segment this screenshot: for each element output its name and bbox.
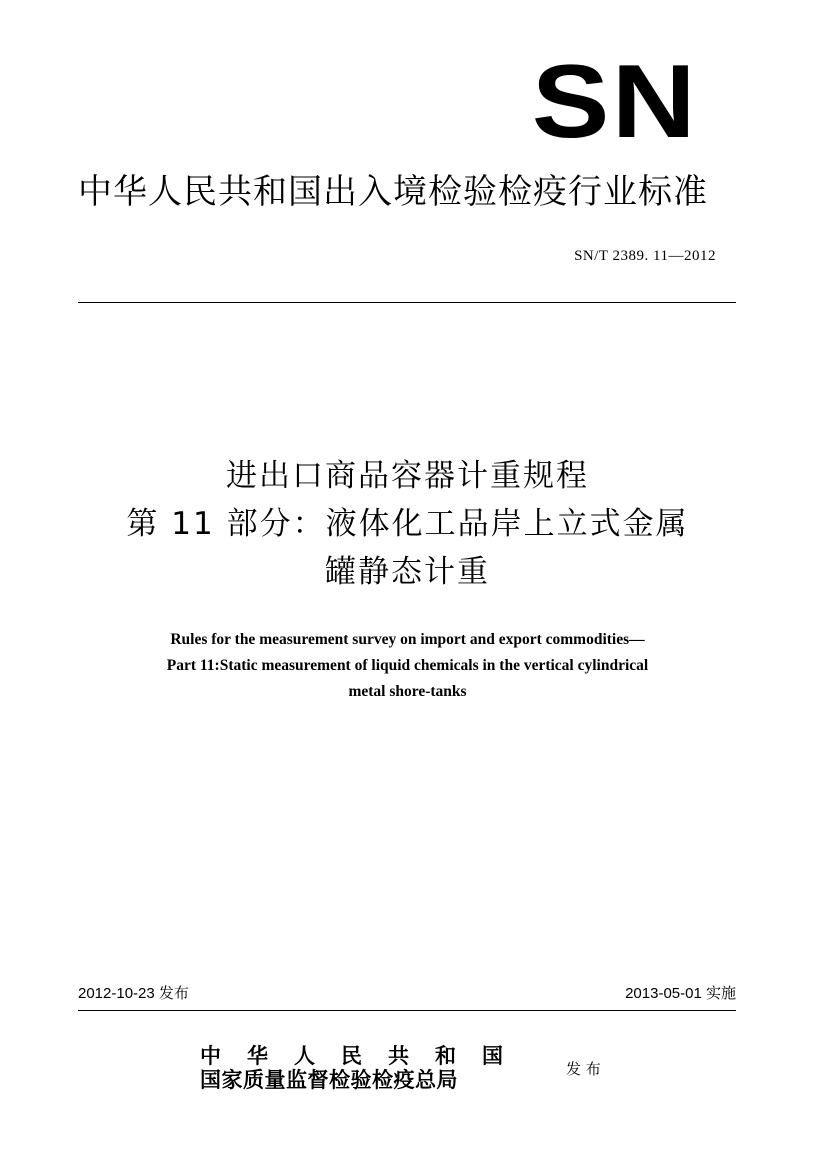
english-title-line-2: Part 11:Static measurement of liquid chemicals in the vertical cylindrical (166, 657, 649, 674)
chinese-title-line-3: 罐静态计重 (325, 554, 490, 590)
standard-code: SN/T 2389. 11—2012 (574, 248, 716, 264)
bottom-divider (78, 1010, 736, 1011)
english-title-line-3: metal shore-tanks (348, 683, 467, 700)
chinese-title-line-1: 进出口商品容器计重规程 (226, 458, 589, 494)
chinese-title (60, 452, 755, 596)
english-title-line-1: Rules for the measurement survey on import and export commodities— (170, 631, 645, 648)
issue-date: 2012-10-23 发布 (78, 985, 189, 1002)
implementation-date: 2013-05-01 实施 (625, 985, 736, 1002)
issuer-country: 中华人民共和国 (200, 1043, 529, 1068)
issuer-agency: 国家质量监督检验检疫总局 (200, 1067, 458, 1092)
top-divider (78, 302, 736, 303)
sn-logo: SN (531, 44, 698, 160)
chinese-title-line-2: 第 11 部分：液体化工品岸上立式金属 (126, 506, 689, 542)
publish-label: 发 布 (566, 1060, 601, 1078)
industry-standard-title: 中华人民共和国出入境检验检疫行业标准 (78, 172, 708, 212)
english-title (60, 627, 755, 705)
